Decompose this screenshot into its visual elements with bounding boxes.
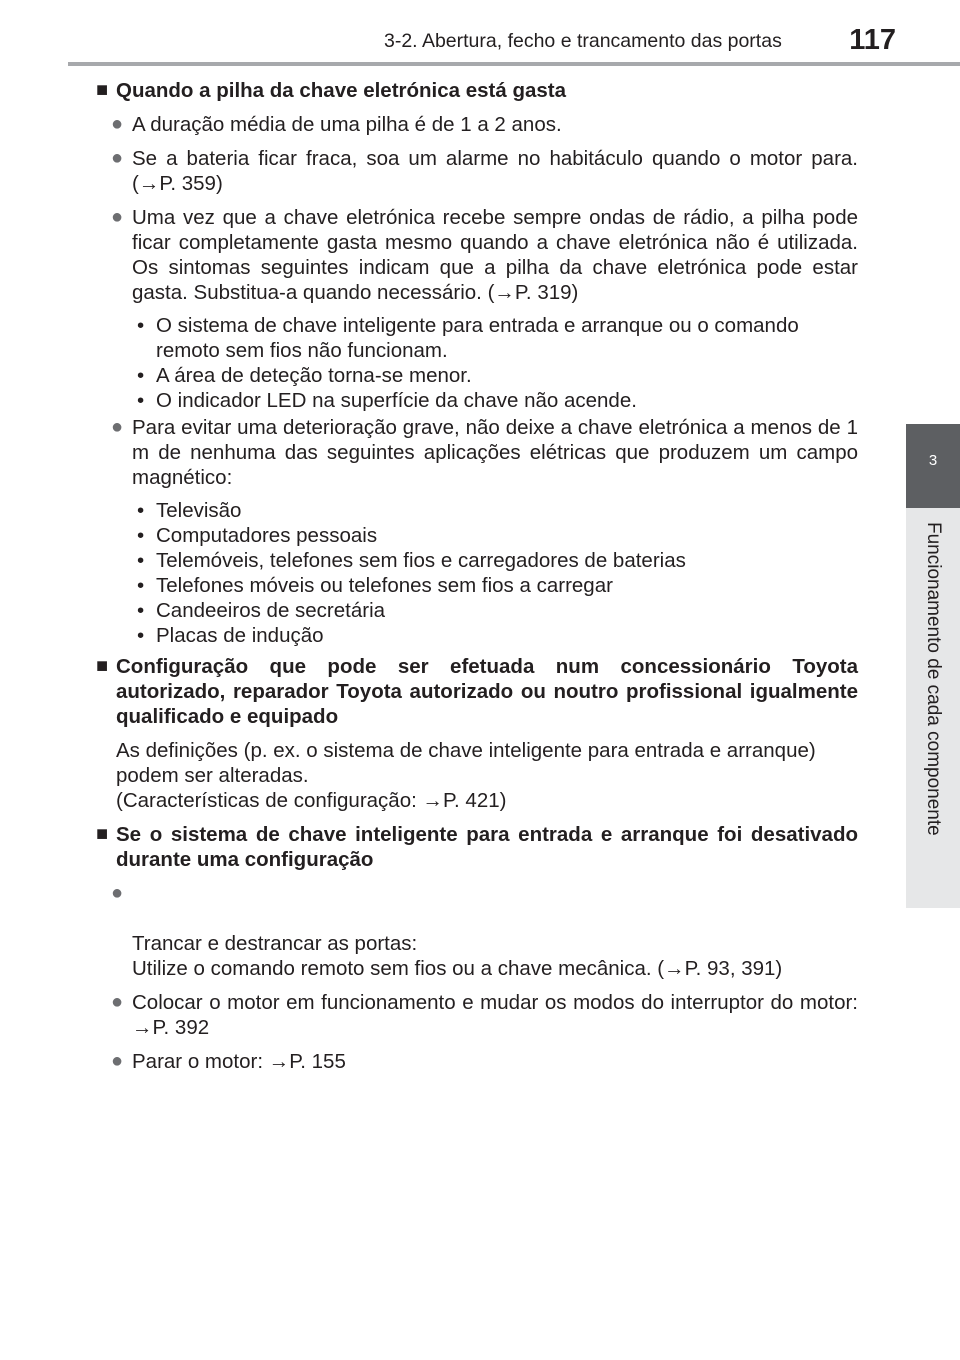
square-bullet-icon: ■ xyxy=(96,79,109,101)
appliance-list xyxy=(96,498,858,648)
dot-bullet-icon: • xyxy=(137,549,145,572)
heading-text: Configuração que pode ser efetuada num concessionário Toyota autorizado, reparador Toyota autorizado ou noutro profissional igualmente qualificado e equipado xyxy=(116,655,858,728)
list-item xyxy=(96,548,858,573)
section-title: 3-2. Abertura, fecho e trancamento das portas xyxy=(384,30,782,52)
bullet-item xyxy=(96,205,858,305)
dot-bullet-icon: • xyxy=(137,499,145,522)
bullet-item xyxy=(96,112,858,137)
chapter-label: Funcionamento de cada componente xyxy=(923,522,944,836)
list-item xyxy=(96,573,858,598)
bullet-text: Colocar o motor em funcionamento e mudar os modos do interruptor do motor: →P. 392 xyxy=(132,991,858,1039)
dot-bullet-icon: • xyxy=(137,364,145,387)
chapter-label-strip xyxy=(906,508,960,908)
list-item xyxy=(96,498,858,523)
section-heading xyxy=(96,822,858,872)
bullet-text: A duração média de uma pilha é de 1 a 2 anos. xyxy=(132,113,562,136)
dot-bullet-icon: • xyxy=(137,524,145,547)
paragraph-line: podem ser alteradas. xyxy=(116,764,309,787)
bullet-item xyxy=(96,1049,858,1074)
list-item-text: Placas de indução xyxy=(156,624,324,647)
header-divider xyxy=(68,62,960,66)
heading-text: Se o sistema de chave inteligente para entrada e arranque foi desativado durante uma configuração xyxy=(116,823,858,871)
round-bullet-icon: ● xyxy=(111,991,124,1013)
list-item xyxy=(96,363,858,388)
paragraph-line: (Características de configuração: →P. 421) xyxy=(116,789,507,812)
list-item xyxy=(96,523,858,548)
list-item xyxy=(96,598,858,623)
round-bullet-icon: ● xyxy=(111,113,124,135)
list-item xyxy=(96,623,858,648)
list-item-text: Telefones móveis ou telefones sem fios a carregar xyxy=(156,574,613,597)
list-item-text: Televisão xyxy=(156,499,242,522)
chapter-number: 3 xyxy=(928,452,938,469)
list-item-text: Telemóveis, telefones sem fios e carregadores de baterias xyxy=(156,549,686,572)
chapter-tab xyxy=(906,424,960,508)
list-item-text: Candeeiros de secretária xyxy=(156,599,386,622)
list-item-text: Computadores pessoais xyxy=(156,524,378,547)
round-bullet-icon: ● xyxy=(111,882,124,904)
square-bullet-icon: ■ xyxy=(96,823,109,845)
bullet-text: Parar o motor: →P. 155 xyxy=(132,1050,346,1073)
symptom-list xyxy=(96,313,858,413)
bullet-text: Uma vez que a chave eletrónica recebe sempre ondas de rádio, a pilha pode ficar completamente gasta mesmo quando a chave eletrónica não é utilizada. Os sintomas seguintes indicam que a pilha da chave eletrónica pode estar gasta. Substitua-a quando necessário. (→P. 319) xyxy=(132,206,858,304)
square-bullet-icon: ■ xyxy=(96,655,109,677)
bullet-text: Trancar e destrancar as portas: Utilize o comando remoto sem fios ou a chave mecânica. (→P. 93, 391) xyxy=(132,932,783,980)
list-item xyxy=(96,313,858,363)
bullet-item xyxy=(96,990,858,1040)
settings-paragraph xyxy=(96,738,858,813)
page-content xyxy=(96,78,858,1074)
section-heading xyxy=(96,78,858,103)
round-bullet-icon: ● xyxy=(111,1050,124,1072)
bullet-item xyxy=(96,146,858,196)
heading-text: Quando a pilha da chave eletrónica está gasta xyxy=(116,79,567,102)
bullet-text: Se a bateria ficar fraca, soa um alarme no habitáculo quando o motor para. (→P. 359) xyxy=(132,147,858,195)
bullet-text: Para evitar uma deterioração grave, não deixe a chave eletrónica a menos de 1 m de nenhuma das seguintes aplicações elétricas que produzem um campo magnético: xyxy=(132,416,858,489)
round-bullet-icon: ● xyxy=(111,416,124,438)
page-number: 117 xyxy=(849,24,896,56)
list-item-text: O sistema de chave inteligente para entrada e arranque ou o comando remoto sem fios não funcionam. xyxy=(156,314,799,362)
dot-bullet-icon: • xyxy=(137,314,145,337)
list-item-text: A área de deteção torna-se menor. xyxy=(156,364,472,387)
bullet-item xyxy=(96,415,858,490)
list-item-text: O indicador LED na superfície da chave não acende. xyxy=(156,389,637,412)
paragraph-line: As definições (p. ex. o sistema de chave inteligente para entrada e arranque) xyxy=(116,739,816,762)
dot-bullet-icon: • xyxy=(137,624,145,647)
round-bullet-icon: ● xyxy=(111,147,124,169)
dot-bullet-icon: • xyxy=(137,574,145,597)
dot-bullet-icon: • xyxy=(137,599,145,622)
list-item xyxy=(96,388,858,413)
dot-bullet-icon: • xyxy=(137,389,145,412)
round-bullet-icon: ● xyxy=(111,206,124,228)
section-heading xyxy=(96,654,858,729)
bullet-item xyxy=(96,881,858,981)
